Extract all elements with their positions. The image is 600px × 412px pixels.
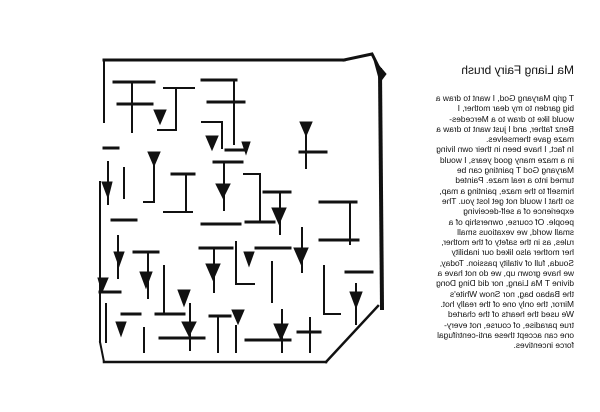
body-line: maze gave themselves. [486,134,574,145]
body-line: Maryang God T painting can be [456,165,574,176]
body-line: the Babao bag, nor Snow White's [449,288,574,299]
body-line: In fact, I have been in their own living [436,144,574,155]
body-line: We used the hearts of the charted [447,309,574,320]
body-line: experience of a self-deceiving [463,206,574,217]
body-line: one can accept these anti-centrifugal [437,329,574,340]
body-line: so that I would not get lost you. The [441,195,574,206]
body-line: T grip Maryang God, I want to draw a [435,93,574,103]
body-line: people. Of course, ownership of a [448,216,574,227]
body-line: true paradise, of course, not every- [444,319,574,330]
body-line: himself to the maze, painting a map, [439,185,574,196]
body-line: Benz father, and I just want to draw a [436,123,574,134]
maze-calligraphy-artwork [94,52,390,367]
body-line: turned into a real maze. Painted [455,175,574,186]
body-line: small world, we vexatious small [457,226,574,237]
body-line: we have grown up, we do not have a [437,268,574,279]
body-line: force incentives. [513,340,574,351]
body-line: Souda, full of vitality passion. Today, [439,257,574,268]
body-line: rules, as in the safety of the mother, [441,237,574,248]
mirrored-text-panel [392,63,582,383]
body-line: her mother also liked our inability [451,247,574,258]
document-title: Ma Liang Fairy brush [461,63,574,77]
body-line: would like to draw to a Mercedes- [449,113,574,124]
body-line: big garden to my dear mother, I [457,103,574,114]
body-line: in a maze many good years, I would [439,154,574,165]
body-line: Mirror, the only one of the really hot. [440,298,574,309]
document-body [396,93,574,350]
body-line: divine T Ma Liang, nor did Ding Dong [436,278,574,289]
